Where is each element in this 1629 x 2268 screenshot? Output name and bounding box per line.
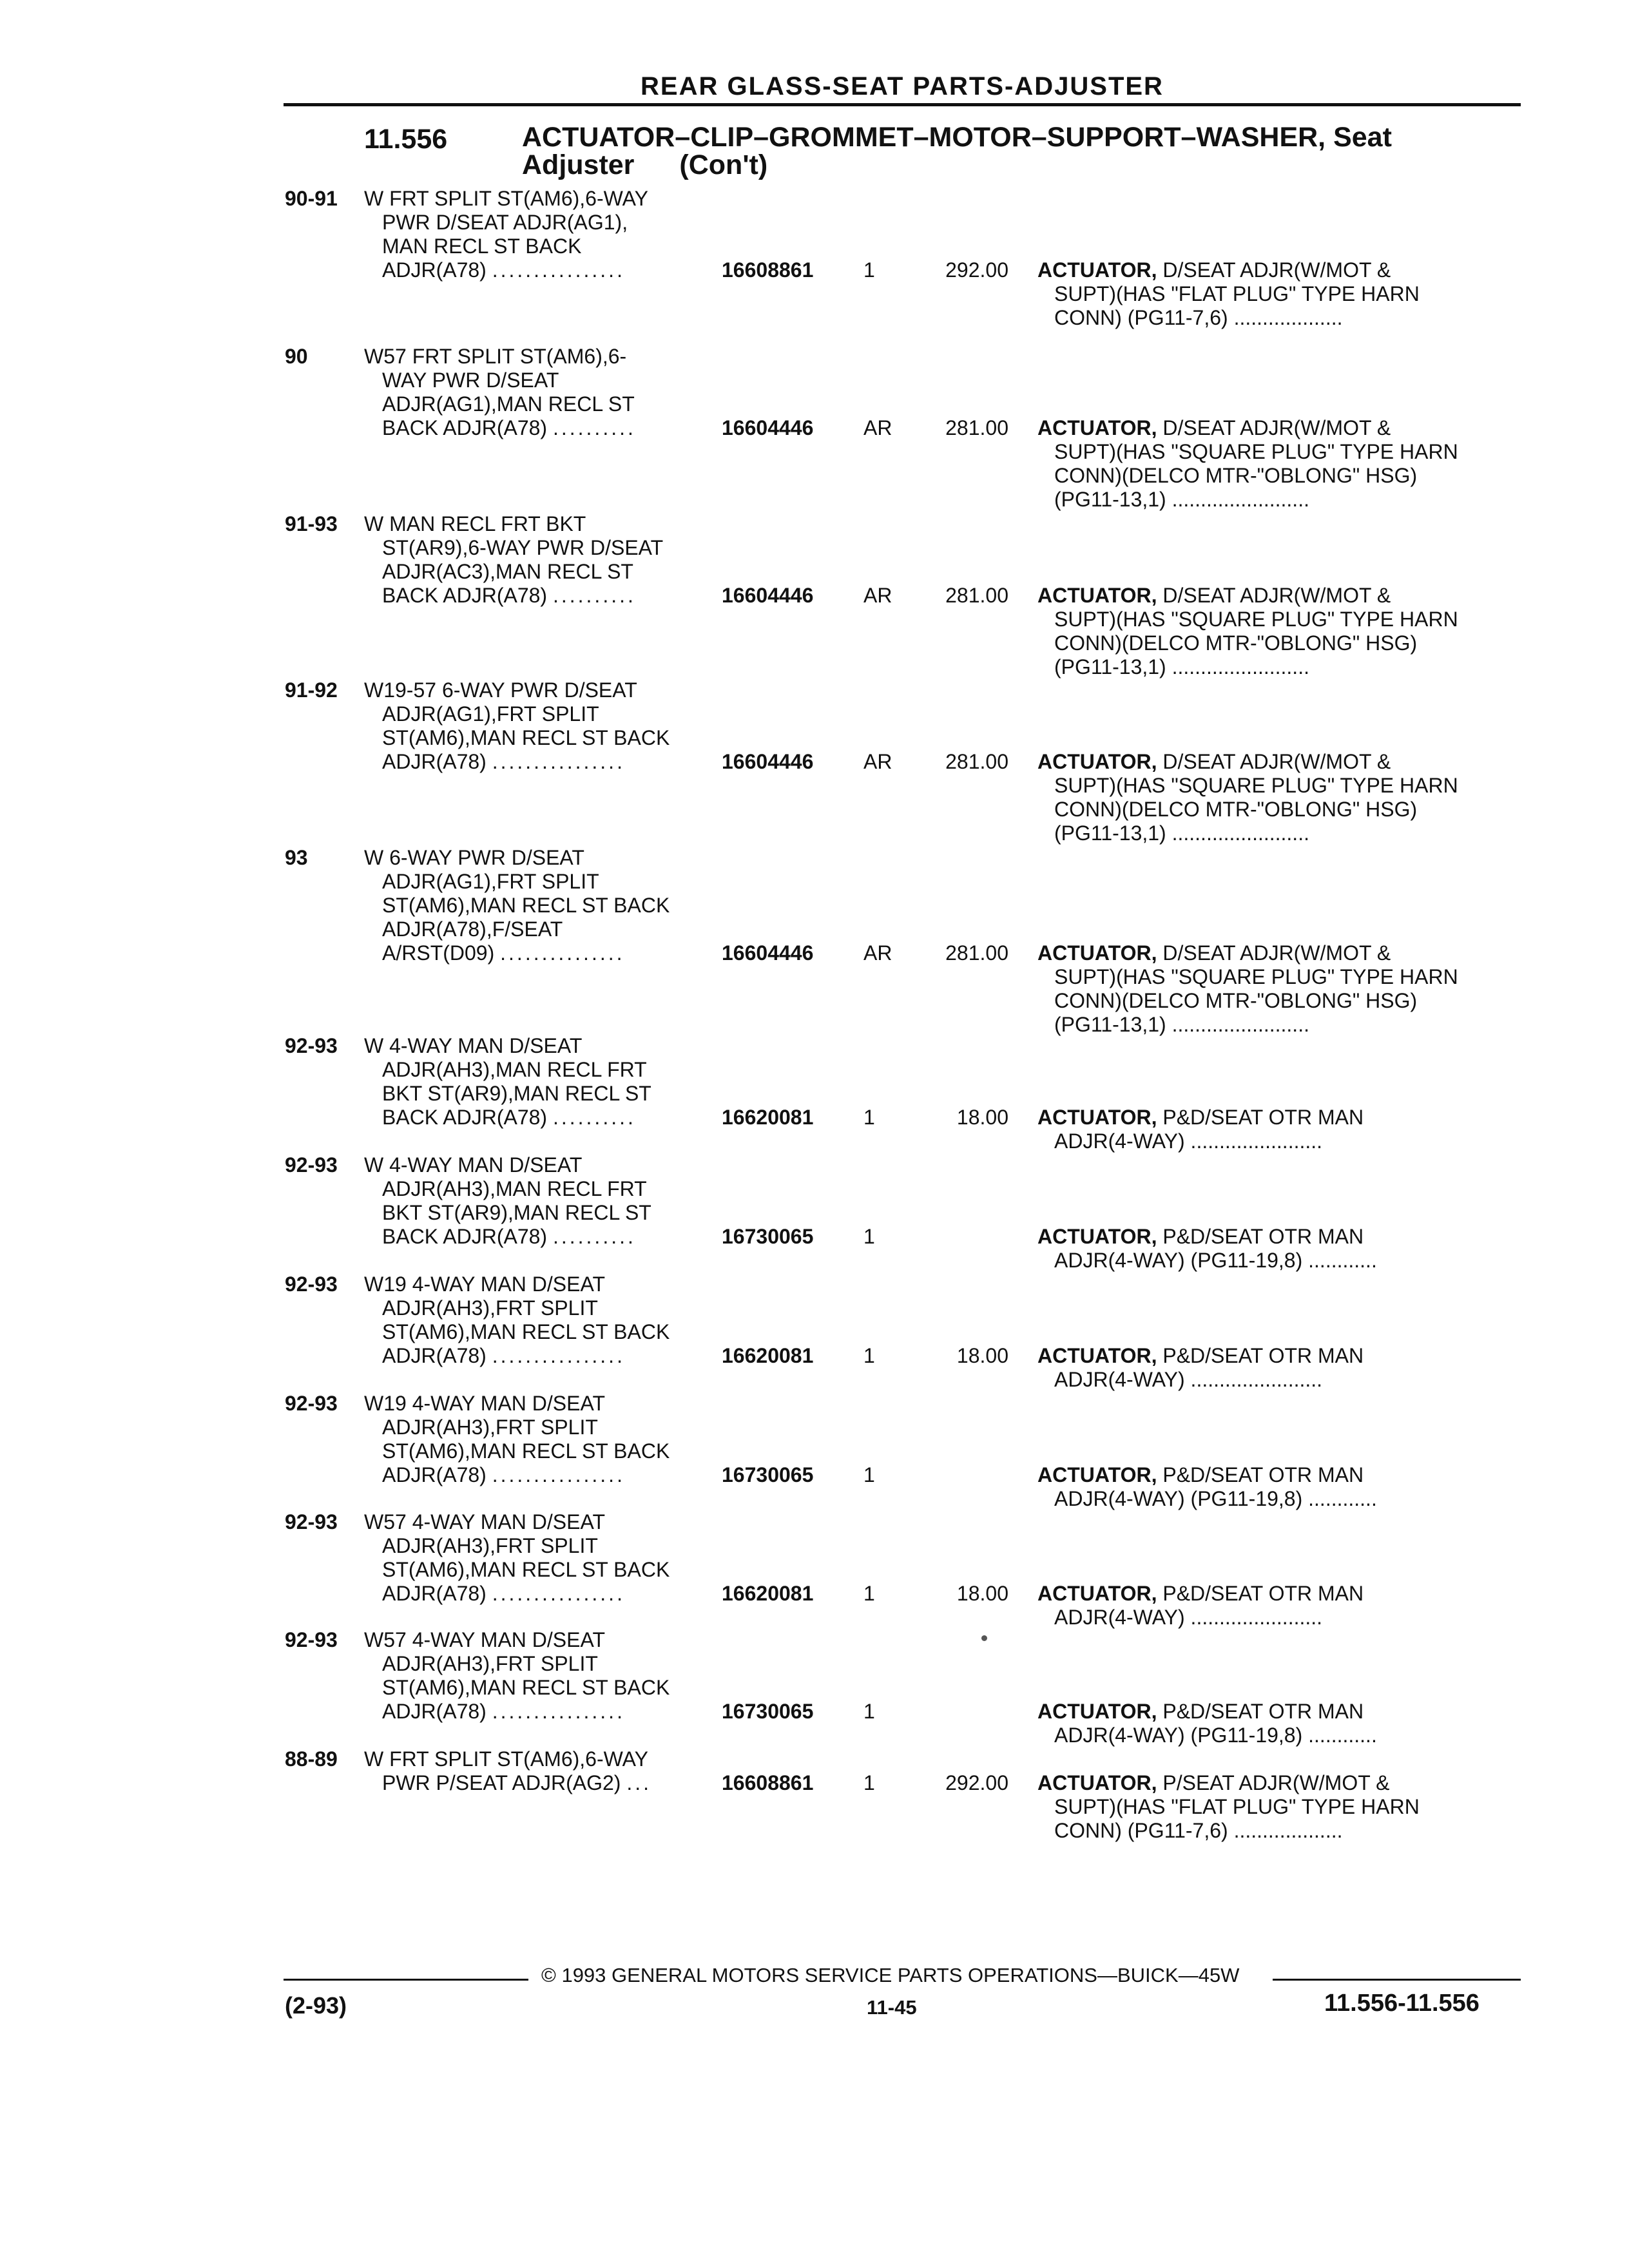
usage-line [364, 1558, 725, 1582]
usage-line-text: W19-57 6-WAY PWR D/SEAT [364, 678, 637, 702]
part-leader-dots: ............ [1308, 1487, 1377, 1510]
footer-page-number: 11-45 [867, 1996, 917, 2019]
part-description-text: SUPT)(HAS "SQUARE PLUG" TYPE HARN [1054, 440, 1458, 463]
price: 18.00 [956, 1106, 1008, 1129]
part-leader-dots: ....................... [1190, 1368, 1323, 1391]
entry-usage-description [364, 1034, 725, 1129]
footer-rule-right [1273, 1979, 1521, 1981]
part-description-line [1037, 1106, 1508, 1129]
part-description-line [1037, 1582, 1508, 1606]
usage-line-text: ADJR(AH3),MAN RECL FRT [382, 1058, 647, 1081]
usage-line [364, 1463, 725, 1487]
part-leader-dots: ........................ [1171, 655, 1309, 678]
leader-dots: ................ [492, 1700, 625, 1723]
usage-line-text: ADJR(AC3),MAN RECL ST [382, 560, 633, 583]
usage-line [364, 1106, 725, 1129]
usage-line-text: BACK ADJR(A78) [382, 416, 548, 439]
part-number: 16620081 [722, 1344, 814, 1367]
usage-line-text: ADJR(AH3),FRT SPLIT [382, 1416, 598, 1439]
usage-line [364, 560, 725, 584]
usage-line-text: ADJR(A78),F/SEAT [382, 918, 563, 941]
part-description-line [1037, 965, 1508, 989]
price: 281.00 [945, 416, 1008, 439]
usage-line-text: BKT ST(AR9),MAN RECL ST [382, 1082, 651, 1105]
entry-years: 93 [285, 846, 308, 869]
usage-line [364, 941, 725, 965]
usage-line [364, 702, 725, 726]
page-title: REAR GLASS-SEAT PARTS-ADJUSTER [641, 72, 1164, 101]
part-name: ACTUATOR, [1037, 584, 1157, 607]
leader-dots: .......... [552, 416, 636, 439]
part-description-line [1037, 1724, 1508, 1747]
part-description-line [1037, 1013, 1508, 1037]
part-description-text: P&D/SEAT OTR MAN [1162, 1225, 1364, 1248]
part-description-text: ADJR(4-WAY) [1054, 1129, 1185, 1153]
part-description-text: CONN)(DELCO MTR-"OBLONG" HSG) [1054, 798, 1418, 821]
usage-line [364, 1771, 725, 1795]
usage-line [364, 1058, 725, 1082]
part-description-text: P&D/SEAT OTR MAN [1162, 1463, 1364, 1486]
usage-line-text: W 4-WAY MAN D/SEAT [364, 1153, 583, 1177]
part-number: 16730065 [722, 1225, 814, 1248]
usage-line-text: MAN RECL ST BACK [382, 235, 582, 258]
part-description [1037, 416, 1508, 512]
usage-line [364, 1320, 725, 1344]
usage-line-text: W FRT SPLIT ST(AM6),6-WAY [364, 187, 648, 210]
usage-line-text: ADJR(A78) [382, 258, 487, 282]
usage-line [364, 392, 725, 416]
entry-years: 92-93 [285, 1510, 338, 1533]
part-description-text: (PG11-13,1) [1054, 488, 1166, 511]
entry-years: 92-93 [285, 1034, 338, 1057]
part-number: 16620081 [722, 1582, 814, 1605]
part-description-line [1037, 655, 1508, 679]
part-description-text: CONN)(DELCO MTR-"OBLONG" HSG) [1054, 989, 1418, 1012]
usage-line [364, 1534, 725, 1558]
quantity: 1 [863, 1700, 875, 1723]
part-name: ACTUATOR, [1037, 1771, 1157, 1794]
usage-line [364, 1439, 725, 1463]
part-description-line [1037, 488, 1508, 512]
part-description-line [1037, 282, 1508, 306]
part-description-line [1037, 1771, 1508, 1795]
part-description-line [1037, 1795, 1508, 1819]
entry-usage-description [364, 512, 725, 608]
part-description-text: SUPT)(HAS "FLAT PLUG" TYPE HARN [1054, 282, 1420, 305]
usage-line [364, 1344, 725, 1368]
part-leader-dots: ........................ [1171, 822, 1309, 845]
quantity: AR [863, 584, 892, 607]
usage-line [364, 584, 725, 608]
usage-line-text: ST(AM6),MAN RECL ST BACK [382, 1558, 670, 1581]
part-description-text: D/SEAT ADJR(W/MOT & [1162, 750, 1391, 773]
usage-line-text: A/RST(D09) [382, 941, 495, 965]
usage-line-text: PWR D/SEAT ADJR(AG1), [382, 211, 628, 234]
usage-line [364, 1082, 725, 1106]
part-description-line [1037, 584, 1508, 608]
part-name: ACTUATOR, [1037, 941, 1157, 965]
usage-line [364, 1273, 725, 1296]
leader-dots: .......... [552, 1106, 636, 1129]
leader-dots: ................ [492, 1344, 625, 1367]
part-description-text: ADJR(4-WAY) [1054, 1368, 1185, 1391]
entry-usage-description [364, 678, 725, 774]
usage-line-text: ADJR(AG1),FRT SPLIT [382, 702, 599, 726]
usage-line-text: ADJR(A78) [382, 1582, 487, 1605]
section-title-line2: Adjuster [522, 149, 635, 180]
part-description-text: P&D/SEAT OTR MAN [1162, 1700, 1364, 1723]
usage-line-text: ADJR(AH3),FRT SPLIT [382, 1296, 598, 1320]
entry-usage-description [364, 1747, 725, 1795]
price: 292.00 [945, 1771, 1008, 1794]
scan-speck [981, 1635, 987, 1641]
part-description-line [1037, 1249, 1508, 1273]
usage-line [364, 416, 725, 440]
usage-line-text: ADJR(AG1),FRT SPLIT [382, 870, 599, 893]
usage-line-text: ADJR(A78) [382, 750, 487, 773]
entry-usage-description [364, 345, 725, 440]
part-number: 16620081 [722, 1106, 814, 1129]
price: 292.00 [945, 258, 1008, 282]
usage-line [364, 187, 725, 211]
usage-line [364, 1296, 725, 1320]
part-description-text: SUPT)(HAS "SQUARE PLUG" TYPE HARN [1054, 965, 1458, 988]
part-description-line [1037, 631, 1508, 655]
footer-rule-left [284, 1979, 528, 1981]
part-description [1037, 1582, 1508, 1629]
usage-line [364, 750, 725, 774]
usage-line-text: ST(AM6),MAN RECL ST BACK [382, 1676, 670, 1699]
part-leader-dots: ....................... [1190, 1129, 1323, 1153]
part-leader-dots: ............ [1308, 1249, 1377, 1272]
quantity: 1 [863, 1463, 875, 1486]
usage-line [364, 846, 725, 870]
entry-usage-description [364, 187, 725, 282]
leader-dots: ................ [492, 1582, 625, 1605]
usage-line [364, 1225, 725, 1249]
leader-dots: ................ [492, 258, 625, 282]
part-description-text: D/SEAT ADJR(W/MOT & [1162, 941, 1391, 965]
usage-line-text: BACK ADJR(A78) [382, 584, 548, 607]
price: 18.00 [956, 1344, 1008, 1367]
part-description-line [1037, 440, 1508, 464]
usage-line [364, 1416, 725, 1439]
usage-line-text: W FRT SPLIT ST(AM6),6-WAY [364, 1747, 648, 1771]
part-number: 16730065 [722, 1700, 814, 1723]
usage-line-text: PWR P/SEAT ADJR(AG2) [382, 1771, 621, 1794]
part-description [1037, 750, 1508, 845]
part-name: ACTUATOR, [1037, 750, 1157, 773]
usage-line-text: W19 4-WAY MAN D/SEAT [364, 1273, 605, 1296]
usage-line [364, 1700, 725, 1724]
usage-line [364, 512, 725, 536]
usage-line-text: ADJR(AH3),FRT SPLIT [382, 1534, 598, 1557]
quantity: 1 [863, 258, 875, 282]
usage-line-text: ST(AM6),MAN RECL ST BACK [382, 1439, 670, 1463]
part-name: ACTUATOR, [1037, 1700, 1157, 1723]
part-description-text: CONN) (PG11-7,6) [1054, 1819, 1228, 1842]
part-description-text: ADJR(4-WAY) [1054, 1606, 1185, 1629]
part-description-line [1037, 941, 1508, 965]
usage-line-text: ADJR(A78) [382, 1344, 487, 1367]
usage-line-text: ADJR(AH3),FRT SPLIT [382, 1652, 598, 1675]
part-leader-dots: ............ [1308, 1724, 1377, 1747]
usage-line-text: ST(AM6),MAN RECL ST BACK [382, 1320, 670, 1343]
entry-usage-description [364, 1273, 725, 1368]
part-leader-dots: ....................... [1190, 1606, 1323, 1629]
usage-line [364, 1582, 725, 1606]
part-number: 16604446 [722, 941, 814, 965]
part-description-text: CONN)(DELCO MTR-"OBLONG" HSG) [1054, 464, 1418, 487]
usage-line [364, 1153, 725, 1177]
part-description-line [1037, 416, 1508, 440]
part-number: 16604446 [722, 416, 814, 439]
quantity: 1 [863, 1106, 875, 1129]
part-description [1037, 1771, 1508, 1843]
part-description-text: ADJR(4-WAY) (PG11-19,8) [1054, 1487, 1303, 1510]
usage-line [364, 894, 725, 918]
usage-line-text: BACK ADJR(A78) [382, 1225, 548, 1248]
leader-dots: .......... [552, 584, 636, 607]
usage-line [364, 1392, 725, 1416]
usage-line-text: W57 4-WAY MAN D/SEAT [364, 1510, 605, 1533]
part-leader-dots: ........................ [1171, 1013, 1309, 1036]
footer-copyright: © 1993 GENERAL MOTORS SERVICE PARTS OPERATIONS—BUICK—45W [541, 1964, 1240, 1986]
part-description-text: P&D/SEAT OTR MAN [1162, 1106, 1364, 1129]
part-description-line [1037, 1606, 1508, 1629]
entry-years: 92-93 [285, 1392, 338, 1415]
usage-line [364, 918, 725, 941]
part-description-text: P&D/SEAT OTR MAN [1162, 1582, 1364, 1605]
part-name: ACTUATOR, [1037, 416, 1157, 439]
part-description-text: ADJR(4-WAY) (PG11-19,8) [1054, 1249, 1303, 1272]
usage-line-text: ADJR(A78) [382, 1463, 487, 1486]
part-description-text: (PG11-13,1) [1054, 1013, 1166, 1036]
part-description-line [1037, 1463, 1508, 1487]
entry-usage-description [364, 1628, 725, 1724]
part-description [1037, 941, 1508, 1037]
part-description-text: SUPT)(HAS "SQUARE PLUG" TYPE HARN [1054, 608, 1458, 631]
leader-dots: ................ [492, 750, 625, 773]
usage-line-text: ADJR(AG1),MAN RECL ST [382, 392, 635, 416]
part-description-line [1037, 989, 1508, 1013]
usage-line [364, 678, 725, 702]
part-description-line [1037, 1368, 1508, 1392]
usage-line [364, 1676, 725, 1700]
price: 281.00 [945, 584, 1008, 607]
part-description-line [1037, 822, 1508, 845]
part-leader-dots: ................... [1233, 306, 1343, 329]
leader-dots: .......... [552, 1225, 636, 1248]
usage-line-text: ADJR(A78) [382, 1700, 487, 1723]
usage-line [364, 1201, 725, 1225]
part-description [1037, 1700, 1508, 1747]
entry-usage-description [364, 1392, 725, 1487]
usage-line [364, 1510, 725, 1534]
entry-years: 91-92 [285, 678, 338, 702]
part-number: 16604446 [722, 750, 814, 773]
part-description-line [1037, 464, 1508, 488]
usage-line [364, 1652, 725, 1676]
part-description-line [1037, 1344, 1508, 1368]
part-description [1037, 1344, 1508, 1392]
quantity: 1 [863, 1582, 875, 1605]
part-description-line [1037, 774, 1508, 798]
part-description-text: D/SEAT ADJR(W/MOT & [1162, 416, 1391, 439]
usage-line [364, 1177, 725, 1201]
usage-line-text: BACK ADJR(A78) [382, 1106, 548, 1129]
leader-dots: ... [626, 1771, 651, 1794]
usage-line-text: W 4-WAY MAN D/SEAT [364, 1034, 583, 1057]
footer-date: (2-93) [285, 1992, 347, 2019]
usage-line [364, 1747, 725, 1771]
part-leader-dots: ........................ [1171, 488, 1309, 511]
quantity: 1 [863, 1344, 875, 1367]
entry-years: 90-91 [285, 187, 338, 210]
part-name: ACTUATOR, [1037, 1344, 1157, 1367]
part-number: 16608861 [722, 258, 814, 282]
part-description-line [1037, 1487, 1508, 1511]
usage-line-text: W57 FRT SPLIT ST(AM6),6- [364, 345, 627, 368]
usage-line [364, 258, 725, 282]
section-number: 11.556 [364, 124, 448, 155]
entry-usage-description [364, 846, 725, 965]
footer-section-range: 11.556-11.556 [1324, 1990, 1480, 2017]
part-description-text: CONN)(DELCO MTR-"OBLONG" HSG) [1054, 631, 1418, 655]
part-description [1037, 584, 1508, 679]
entry-usage-description [364, 1153, 725, 1249]
part-leader-dots: ................... [1233, 1819, 1343, 1842]
usage-line [364, 235, 725, 258]
quantity: 1 [863, 1225, 875, 1248]
part-description-line [1037, 258, 1508, 282]
part-name: ACTUATOR, [1037, 258, 1157, 282]
part-description-line [1037, 1700, 1508, 1724]
part-name: ACTUATOR, [1037, 1225, 1157, 1248]
usage-line [364, 726, 725, 750]
usage-line-text: W MAN RECL FRT BKT [364, 512, 586, 535]
part-name: ACTUATOR, [1037, 1463, 1157, 1486]
price: 281.00 [945, 750, 1008, 773]
part-description [1037, 1463, 1508, 1511]
usage-line-text: W19 4-WAY MAN D/SEAT [364, 1392, 605, 1415]
entry-years: 92-93 [285, 1273, 338, 1296]
usage-line [364, 345, 725, 369]
part-description-line [1037, 798, 1508, 822]
quantity: AR [863, 750, 892, 773]
section-cont: (Con't) [679, 149, 768, 180]
part-name: ACTUATOR, [1037, 1582, 1157, 1605]
part-description-text: D/SEAT ADJR(W/MOT & [1162, 584, 1391, 607]
usage-line [364, 536, 725, 560]
part-description-text: SUPT)(HAS "FLAT PLUG" TYPE HARN [1054, 1795, 1420, 1818]
part-description-text: ADJR(4-WAY) (PG11-19,8) [1054, 1724, 1303, 1747]
part-description-line [1037, 1819, 1508, 1843]
part-description [1037, 1225, 1508, 1273]
usage-line-text: WAY PWR D/SEAT [382, 369, 559, 392]
price: 18.00 [956, 1582, 1008, 1605]
part-description [1037, 258, 1508, 330]
part-description-text: D/SEAT ADJR(W/MOT & [1162, 258, 1391, 282]
usage-line [364, 369, 725, 392]
usage-line [364, 211, 725, 235]
part-description-line [1037, 1225, 1508, 1249]
usage-line [364, 870, 725, 894]
part-description-text: SUPT)(HAS "SQUARE PLUG" TYPE HARN [1054, 774, 1458, 797]
usage-line [364, 1628, 725, 1652]
quantity: AR [863, 416, 892, 439]
section-title-line1: ACTUATOR–CLIP–GROMMET–MOTOR–SUPPORT–WASHER, Seat [522, 122, 1392, 153]
part-number: 16730065 [722, 1463, 814, 1486]
usage-line-text: ST(AM6),MAN RECL ST BACK [382, 894, 670, 917]
usage-line-text: ST(AR9),6-WAY PWR D/SEAT [382, 536, 664, 559]
entry-years: 90 [285, 345, 308, 368]
part-description-text: CONN) (PG11-7,6) [1054, 306, 1228, 329]
part-number: 16608861 [722, 1771, 814, 1794]
quantity: 1 [863, 1771, 875, 1794]
entry-years: 92-93 [285, 1628, 338, 1651]
part-description-text: (PG11-13,1) [1054, 655, 1166, 678]
leader-dots: ................ [492, 1463, 625, 1486]
part-description-text: P&D/SEAT OTR MAN [1162, 1344, 1364, 1367]
part-number: 16604446 [722, 584, 814, 607]
usage-line-text: ST(AM6),MAN RECL ST BACK [382, 726, 670, 749]
usage-line-text: ADJR(AH3),MAN RECL FRT [382, 1177, 647, 1200]
part-description-line [1037, 750, 1508, 774]
entry-years: 88-89 [285, 1747, 338, 1771]
usage-line [364, 1034, 725, 1058]
entry-years: 92-93 [285, 1153, 338, 1177]
quantity: AR [863, 941, 892, 965]
part-description-line [1037, 1129, 1508, 1153]
part-description [1037, 1106, 1508, 1153]
price: 281.00 [945, 941, 1008, 965]
part-description-text: P/SEAT ADJR(W/MOT & [1162, 1771, 1390, 1794]
part-description-line [1037, 306, 1508, 330]
entry-years: 91-93 [285, 512, 338, 535]
part-description-text: (PG11-13,1) [1054, 822, 1166, 845]
usage-line-text: W57 4-WAY MAN D/SEAT [364, 1628, 605, 1651]
leader-dots: ............... [500, 941, 625, 965]
usage-line-text: BKT ST(AR9),MAN RECL ST [382, 1201, 651, 1224]
entry-usage-description [364, 1510, 725, 1606]
part-name: ACTUATOR, [1037, 1106, 1157, 1129]
part-description-line [1037, 608, 1508, 631]
usage-line-text: W 6-WAY PWR D/SEAT [364, 846, 584, 869]
